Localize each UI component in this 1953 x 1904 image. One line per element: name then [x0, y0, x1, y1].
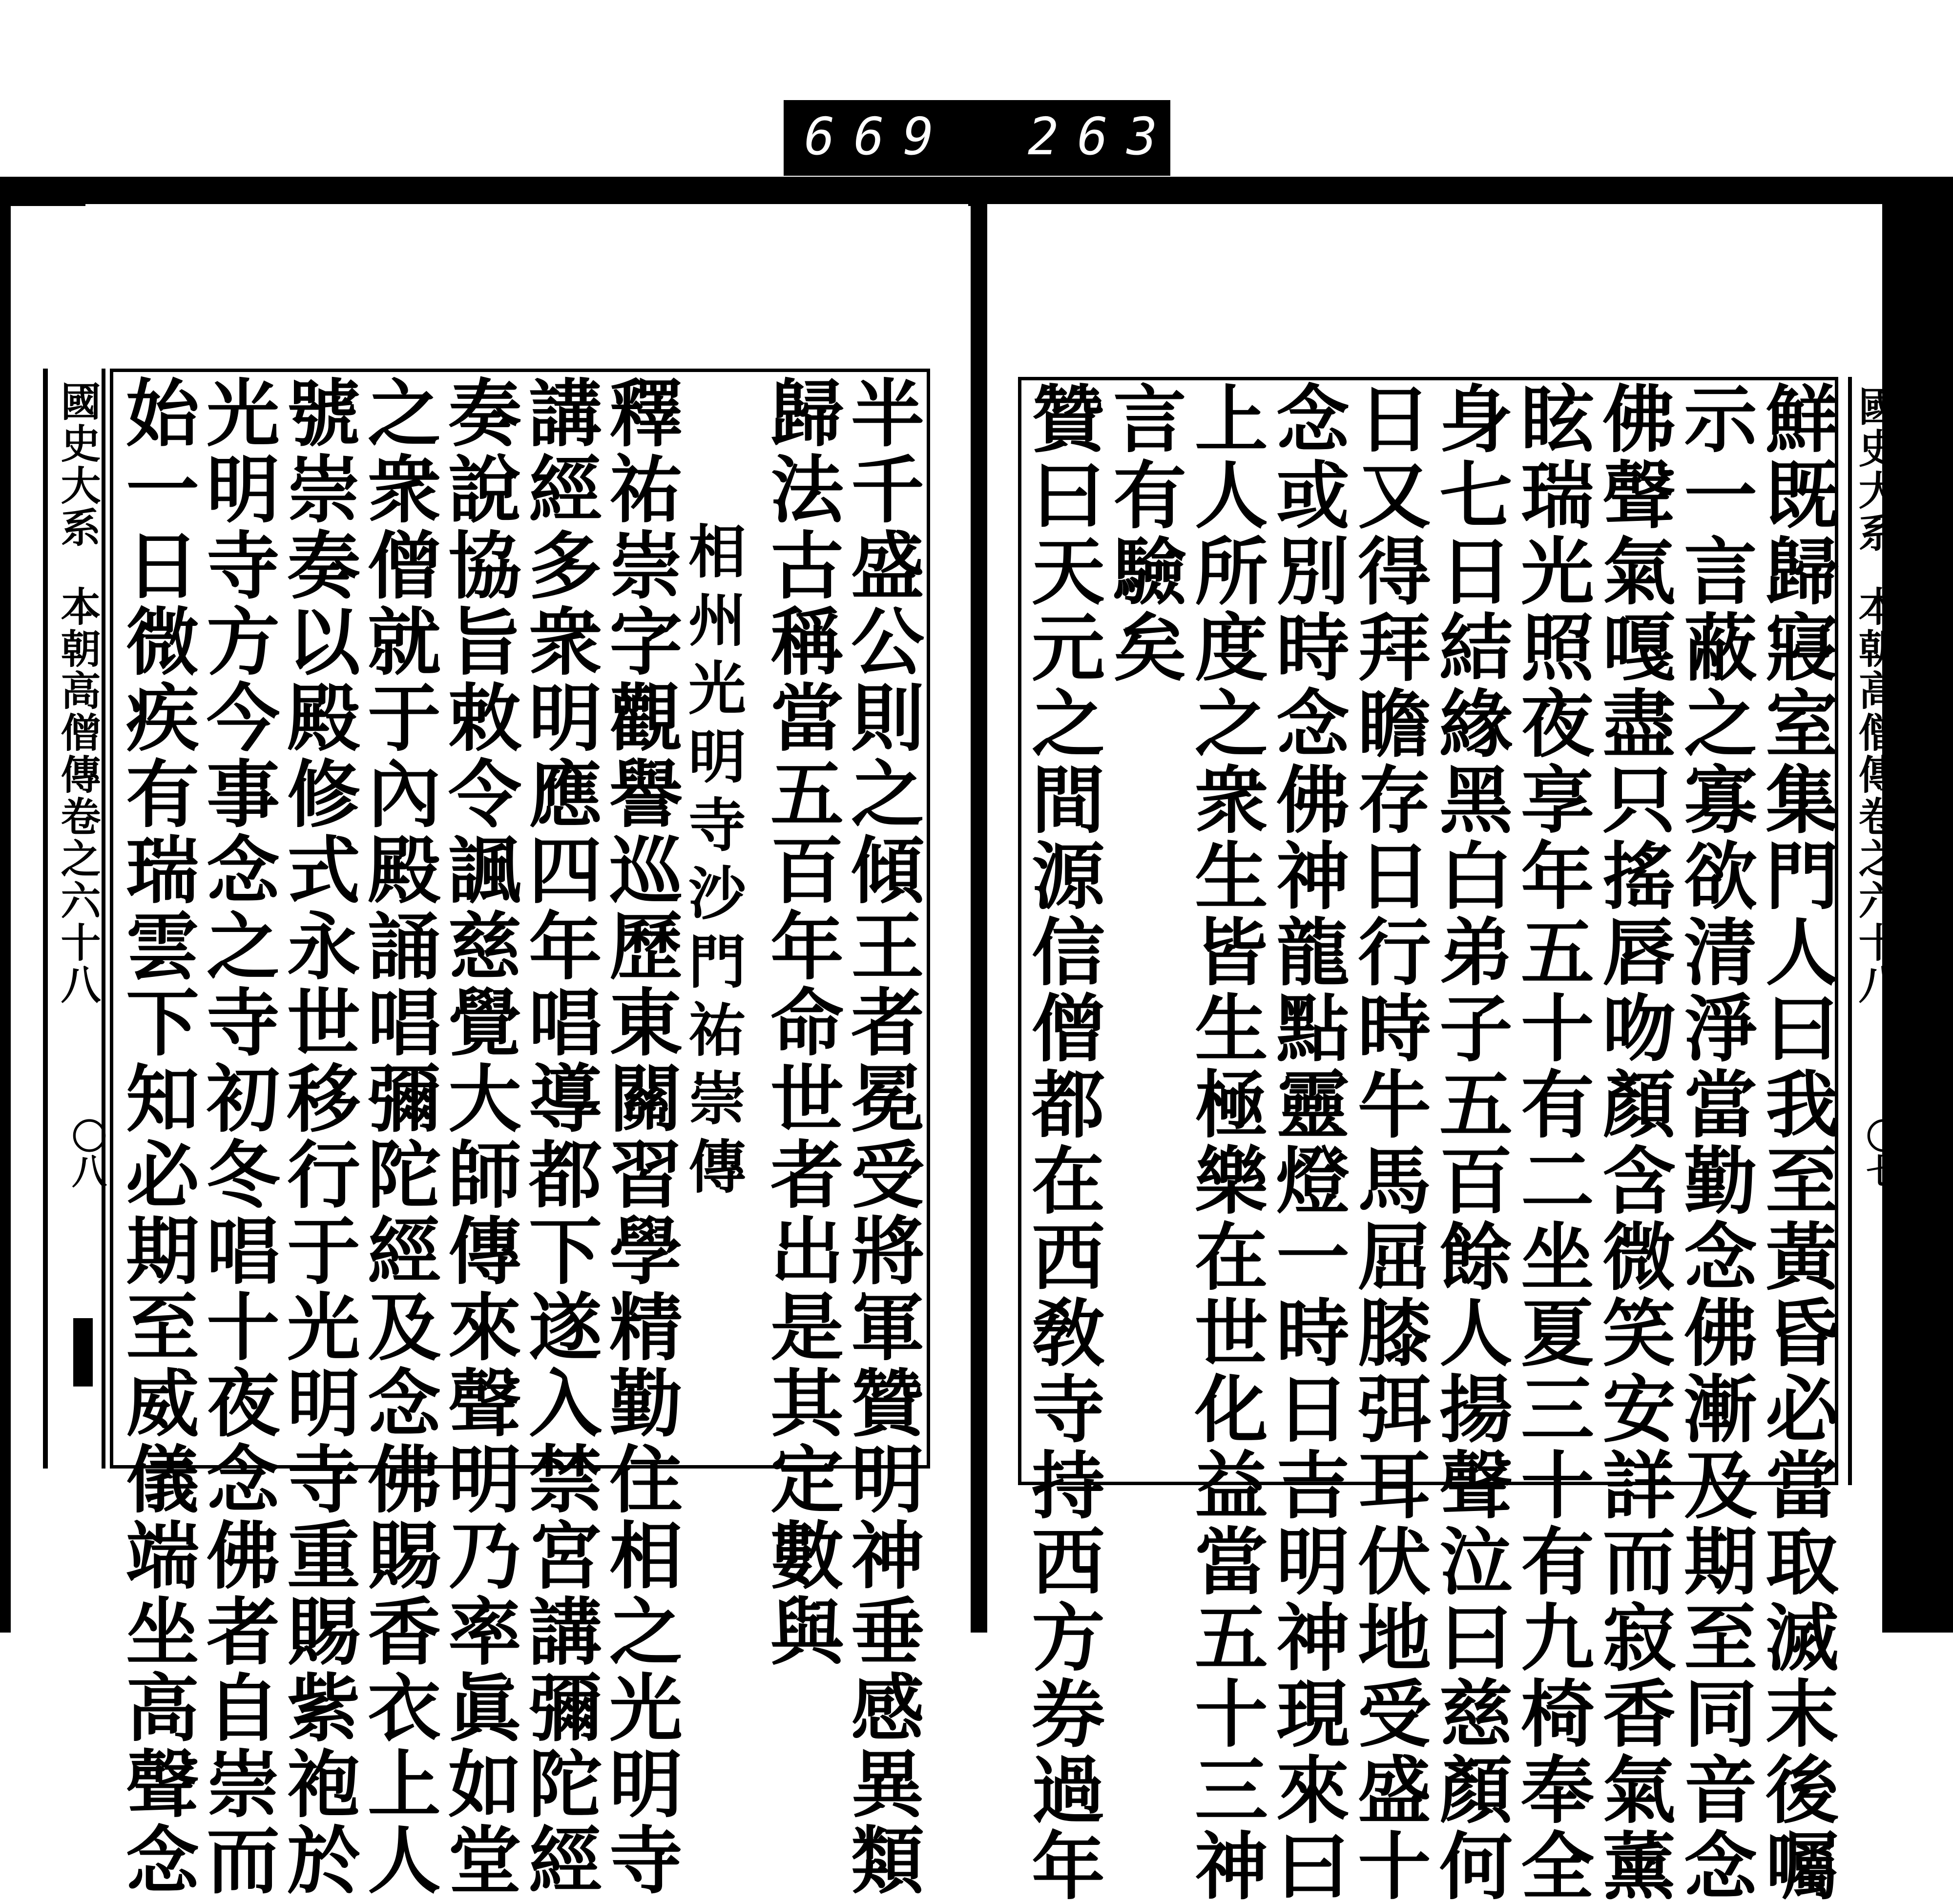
right-page-column-1: 鮮既歸寢室集門人曰我至黃昏必當取滅末後囑 — [1753, 381, 1839, 1904]
left-spine-page-number: 〇八 — [66, 1118, 107, 1188]
left-spine-title: 國史大系 — [54, 381, 101, 549]
left-page-column-1: 半千盛公則之傾王者冕受將軍贊明神垂感異類 — [838, 375, 924, 1898]
left-spine-book: 本朝高僧傳卷之六十八 — [54, 586, 101, 1006]
left-page-column-9: 光明寺方今事念之寺初冬唱十夜念佛者自崇而 — [194, 375, 280, 1898]
left-page-column-8: 號崇奏以殿修式永世移行于光明寺重賜紫袍於 — [274, 375, 360, 1898]
left-page-column-4: 釋祐崇字觀譽巡歷東關習學精勤住相之光明寺 — [597, 375, 683, 1898]
right-page-column-7: 念或別時念佛神龍點靈燈一時日吉明神現來曰 — [1264, 381, 1350, 1904]
right-page-column-5: 身七日結緣黑白弟子五百餘人揚聲泣曰慈顏何 — [1427, 381, 1513, 1904]
scan-left-edge — [0, 177, 11, 1633]
right-page-column-6: 日又得拜瞻存日行時牛馬屈膝弭耳伏地受盛十 — [1345, 381, 1431, 1904]
right-page-column-8: 上人所度之衆生皆生極樂在世化益當五十三神 — [1182, 381, 1268, 1904]
right-page-column-4: 眩瑞光照夜享年五十有二坐夏三十有九椅奉全 — [1508, 381, 1594, 1904]
left-spine-mark — [73, 1318, 93, 1387]
right-spine-rule — [1848, 377, 1852, 1485]
left-page-column-3: 相州光明寺沙門祐崇傳 — [679, 521, 747, 1205]
left-spine-rule — [43, 369, 48, 1469]
right-page-column-2: 示一言蔽之寡欲清淨當勤念佛漸及期至同音念 — [1671, 381, 1757, 1904]
binding-gutter — [971, 193, 987, 1633]
left-spine-rule-2 — [102, 369, 105, 1469]
right-page-column-3: 佛聲氣嘎盡只搖唇吻顏含微笑安詳而寂香氣薰 — [1590, 381, 1676, 1904]
right-spine-book: 本朝高僧傳卷之六十八 — [1852, 586, 1899, 1006]
plate-left-number: 669 — [804, 107, 953, 166]
left-page-column-10: 始一日微疾有瑞雲下知必期至威儀端坐高聲念 — [113, 375, 199, 1898]
right-spine-title: 國史大系 — [1852, 386, 1899, 554]
right-page-column-9: 言有驗矣 — [1101, 381, 1186, 685]
right-page-column-10: 贊曰天元之間源信僧都在西敎寺持西方券過年 — [1019, 381, 1105, 1904]
left-page-column-2: 歸法古稱當五百年命世者出是其定數與 — [758, 375, 844, 1670]
right-spine-page-number: 〇七 — [1860, 1118, 1902, 1188]
left-page-column-5: 講經多衆明應四年唱導都下遂入禁宮講彌陀經 — [516, 375, 602, 1898]
left-page-column-6: 奏說協旨敕令諷慈覺大師傳來聲明乃率眞如堂 — [436, 375, 521, 1898]
archive-number-plate — [784, 100, 1226, 176]
plate-right-number: 263. — [1028, 107, 1226, 166]
left-page-column-7: 之衆僧就于內殿誦唱彌陀經及念佛賜香衣上人 — [355, 375, 441, 1898]
